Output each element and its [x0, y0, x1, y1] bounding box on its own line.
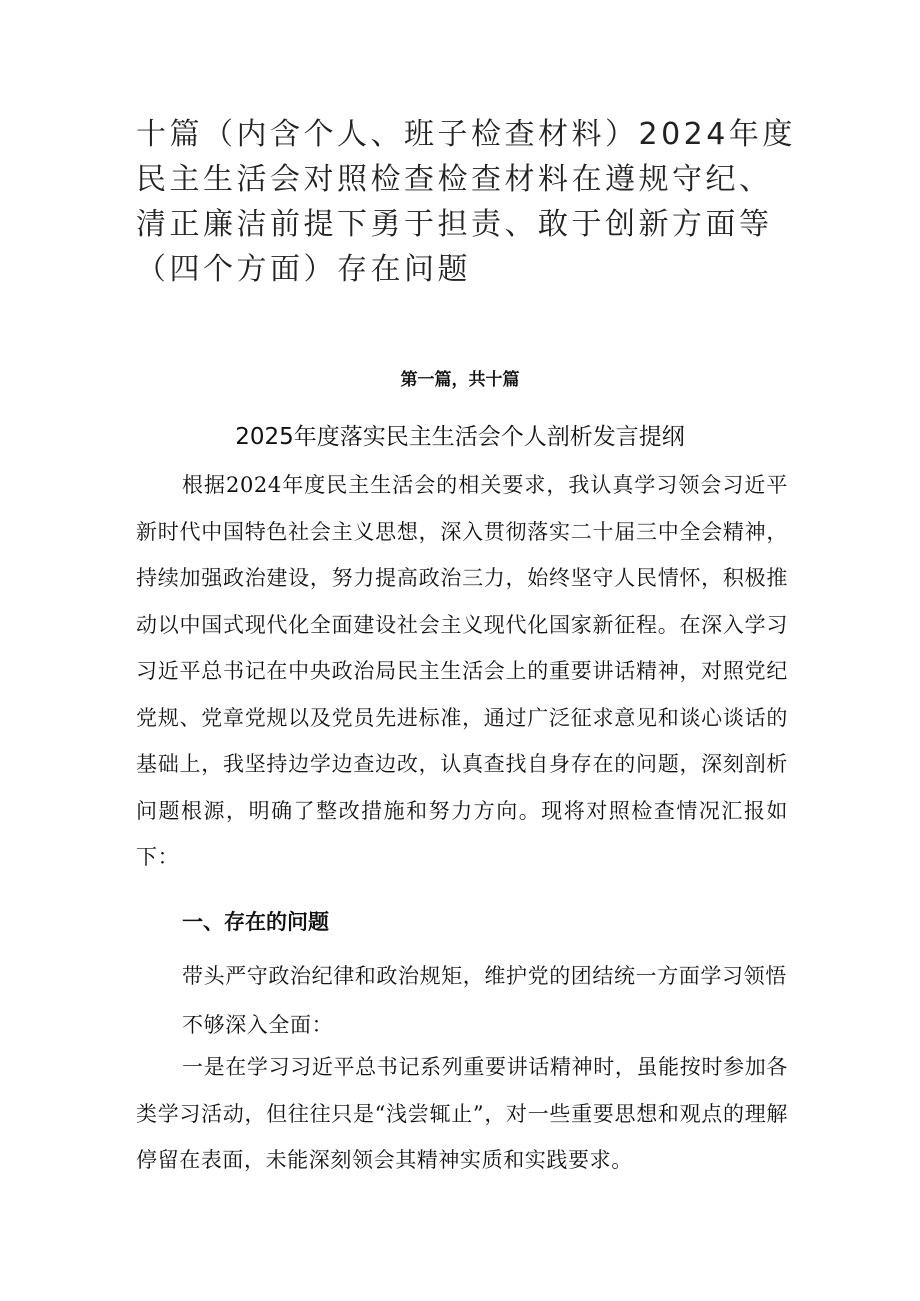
section-heading: 一、存在的问题 [182, 910, 329, 934]
section-title: 2025年度落实民主生活会个人剖析发言提纲 [235, 424, 685, 450]
intro-paragraph: 根据2024年度民主生活会的相关要求，我认真学习领会习近平新时代中国特色社会主义思想，深入贯彻落实二十届三中全会精神，持续加强政治建设，努力提高政治三力，始终坚守人民情怀，积极推动以中国式现代化全面建设社会主义现代化国家新征程。在深入学习习近平总书记在中央政治局民主生活会上的重要讲话精神，对照党纪党规、党章党规以及党员先进标准，通过广泛征求意见和谈心谈话的基础上，我坚持边学边查边改，认真查找自身存在的问题，深刻剖析问题根源，明确了整改措施和努力方向。现将对照检查情况汇报如下： [136, 473, 788, 869]
document-title: 十篇（内含个人、班子检查材料）2024年度民主生活会对照检查检查材料在遵规守纪、清正廉洁前提下勇于担责、敢于创新方面等（四个方面）存在问题 [136, 117, 796, 287]
aspect-heading: 带头严守政治纪律和政治规矩，维护党的团结统一方面学习领悟不够深入全面： [182, 964, 787, 1037]
point-one-paragraph: 一是在学习习近平总书记系列重要讲话精神时，虽能按时参加各类学习活动，但往往只是“浅尝辄止”，对一些重要思想和观点的理解停留在表面，未能深刻领会其精神实质和实践要求。 [136, 1055, 788, 1172]
part-label: 第一篇，共十篇 [400, 370, 520, 390]
